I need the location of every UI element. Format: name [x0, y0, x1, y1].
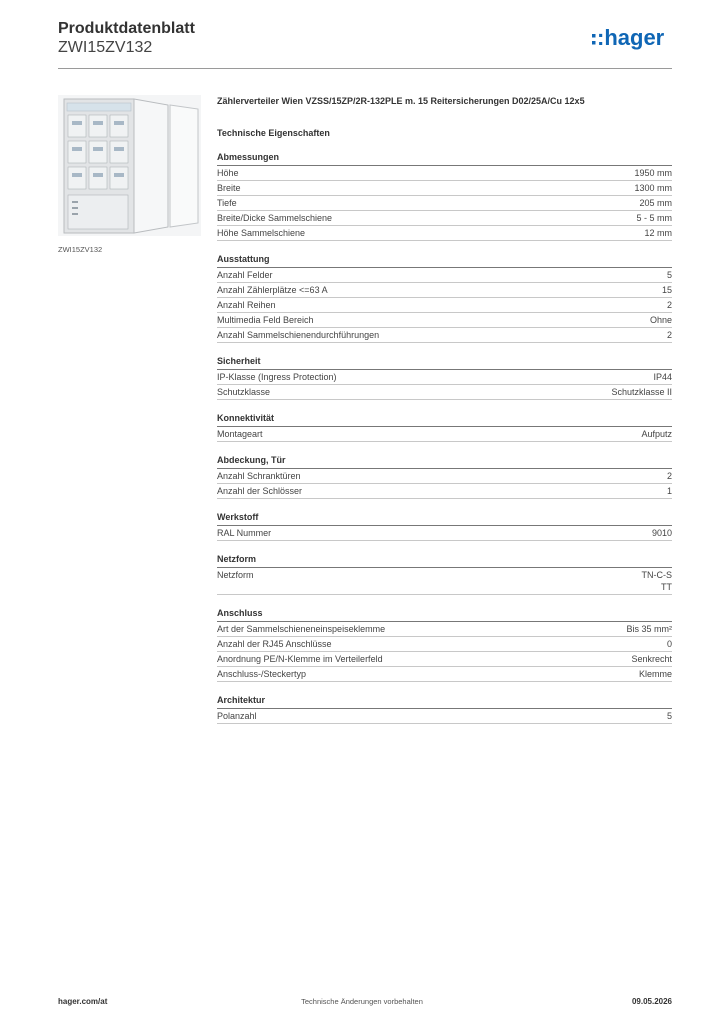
logo-text: :hager: [597, 26, 665, 50]
spec-row: [217, 283, 672, 298]
spec-value-line: Aufputz: [641, 429, 672, 439]
spec-label: IP-Klasse (Ingress Protection): [217, 372, 337, 382]
spec-row: [217, 298, 672, 313]
spec-label: RAL Nummer: [217, 528, 272, 538]
spec-group-title: Abmessungen: [217, 151, 672, 166]
spec-value-line: 5: [666, 711, 672, 721]
spec-row: [217, 211, 672, 226]
spec-value-line: 12 mm: [644, 228, 672, 238]
spec-groups: [217, 151, 672, 724]
spec-value: [642, 569, 673, 593]
spec-value-line: Schutzklasse II: [611, 387, 672, 397]
spec-value: [634, 167, 672, 179]
spec-row: [217, 469, 672, 484]
spec-row: [217, 313, 672, 328]
spec-value: [639, 668, 672, 680]
spec-group-title: Anschluss: [217, 607, 672, 622]
product-image: [58, 95, 201, 236]
spec-row: [217, 226, 672, 241]
footer-notice: Technische Änderungen vorbehalten: [301, 997, 423, 1006]
spec-row: [217, 196, 672, 211]
spec-value: [634, 182, 672, 194]
spec-row: [217, 526, 672, 541]
spec-row: [217, 652, 672, 667]
section-heading: Technische Eigenschaften: [217, 128, 330, 138]
product-code: ZWI15ZV132: [58, 39, 153, 56]
spec-row: [217, 427, 672, 442]
spec-group: [217, 607, 672, 682]
spec-value-line: 15: [661, 285, 672, 295]
spec-row: [217, 622, 672, 637]
spec-label: Schutzklasse: [217, 387, 271, 397]
spec-row: [217, 709, 672, 724]
spec-value: [662, 284, 672, 296]
spec-value-line: TT: [661, 582, 672, 592]
spec-label: Anzahl Felder: [217, 270, 273, 280]
spec-value: [641, 428, 672, 440]
spec-group-title: Architektur: [217, 694, 672, 709]
spec-value-line: 2: [666, 330, 672, 340]
spec-value: [652, 527, 672, 539]
spec-value-line: TN-C-S: [641, 570, 672, 580]
spec-label: Anzahl Sammelschienendurchführungen: [217, 330, 380, 340]
spec-label: Anschluss-/Steckertyp: [217, 669, 307, 679]
footer-date: 09.05.2026: [631, 997, 672, 1006]
spec-label: Anzahl der RJ45 Anschlüsse: [217, 639, 332, 649]
spec-group: [217, 355, 672, 400]
spec-group: [217, 454, 672, 499]
spec-label: Netzform: [217, 570, 254, 580]
spec-label: Höhe Sammelschiene: [217, 228, 306, 238]
spec-group-title: Werkstoff: [217, 511, 672, 526]
spec-value: [667, 710, 672, 722]
spec-label: Anordnung PE/N-Klemme im Verteilerfeld: [217, 654, 383, 664]
image-caption: ZWI15ZV132: [58, 245, 103, 254]
spec-value-line: Senkrecht: [631, 654, 672, 664]
spec-value: [639, 197, 672, 209]
spec-group-title: Konnektivität: [217, 412, 672, 427]
spec-value: [631, 653, 672, 665]
spec-label: Anzahl Zählerplätze <=63 A: [217, 285, 328, 295]
spec-row: [217, 370, 672, 385]
page-title: Produktdatenblatt: [58, 20, 195, 37]
spec-label: Breite: [217, 183, 241, 193]
spec-value-line: Ohne: [649, 315, 672, 325]
spec-value-line: 5 - 5 mm: [636, 213, 672, 223]
spec-value-line: Klemme: [638, 669, 672, 679]
spec-value: [653, 371, 672, 383]
spec-row: [217, 568, 672, 595]
footer-website: hager.com/at: [58, 997, 108, 1006]
spec-value: [626, 623, 672, 635]
spec-label: Art der Sammelschieneneinspeiseklemme: [217, 624, 386, 634]
spec-label: Multimedia Feld Bereich: [217, 315, 314, 325]
spec-label: Anzahl Schranktüren: [217, 471, 301, 481]
spec-row: [217, 667, 672, 682]
spec-value-line: 5: [666, 270, 672, 280]
header-divider: [58, 68, 672, 69]
spec-row: [217, 268, 672, 283]
spec-label: Tiefe: [217, 198, 237, 208]
specifications: [217, 95, 672, 724]
spec-group: [217, 511, 672, 541]
spec-group: [217, 553, 672, 595]
spec-value-line: 0: [666, 639, 672, 649]
spec-value-line: Bis 35 mm²: [626, 624, 672, 634]
spec-group: [217, 151, 672, 241]
spec-row: [217, 637, 672, 652]
spec-label: Anzahl der Schlösser: [217, 486, 303, 496]
spec-group: [217, 253, 672, 343]
spec-group-title: Netzform: [217, 553, 672, 568]
spec-value: [667, 485, 672, 497]
spec-value-line: 1: [666, 486, 672, 496]
spec-group: [217, 694, 672, 724]
spec-label: Anzahl Reihen: [217, 300, 276, 310]
spec-value-line: 2: [666, 300, 672, 310]
spec-value: [644, 227, 672, 239]
spec-row: [217, 385, 672, 400]
spec-value: [667, 269, 672, 281]
spec-value: [667, 638, 672, 650]
spec-label: Breite/Dicke Sammelschiene: [217, 213, 333, 223]
spec-value: [667, 299, 672, 311]
spec-value-line: 2: [666, 471, 672, 481]
product-description: Zählerverteiler Wien VZSS/15ZP/2R-132PLE m. 15 Reitersicherungen D02/25A/Cu 12x5: [217, 96, 585, 106]
spec-value-line: 1300 mm: [634, 183, 672, 193]
spec-value-line: IP44: [653, 372, 672, 382]
spec-label: Höhe: [217, 168, 239, 178]
spec-group: [217, 412, 672, 442]
hager-logo: [592, 26, 674, 56]
spec-group-title: Ausstattung: [217, 253, 672, 268]
spec-label: Polanzahl: [217, 711, 257, 721]
spec-group-title: Abdeckung, Tür: [217, 454, 672, 469]
spec-value: [667, 329, 672, 341]
spec-value-line: 9010: [651, 528, 672, 538]
spec-group-title: Sicherheit: [217, 355, 672, 370]
spec-value: [636, 212, 672, 224]
spec-row: [217, 181, 672, 196]
spec-value: [667, 470, 672, 482]
spec-value-line: 205 mm: [639, 198, 672, 208]
spec-row: [217, 166, 672, 181]
spec-value-line: 1950 mm: [634, 168, 672, 178]
spec-value: [650, 314, 672, 326]
spec-label: Montageart: [217, 429, 263, 439]
spec-row: [217, 484, 672, 499]
spec-row: [217, 328, 672, 343]
spec-value: [611, 386, 672, 398]
